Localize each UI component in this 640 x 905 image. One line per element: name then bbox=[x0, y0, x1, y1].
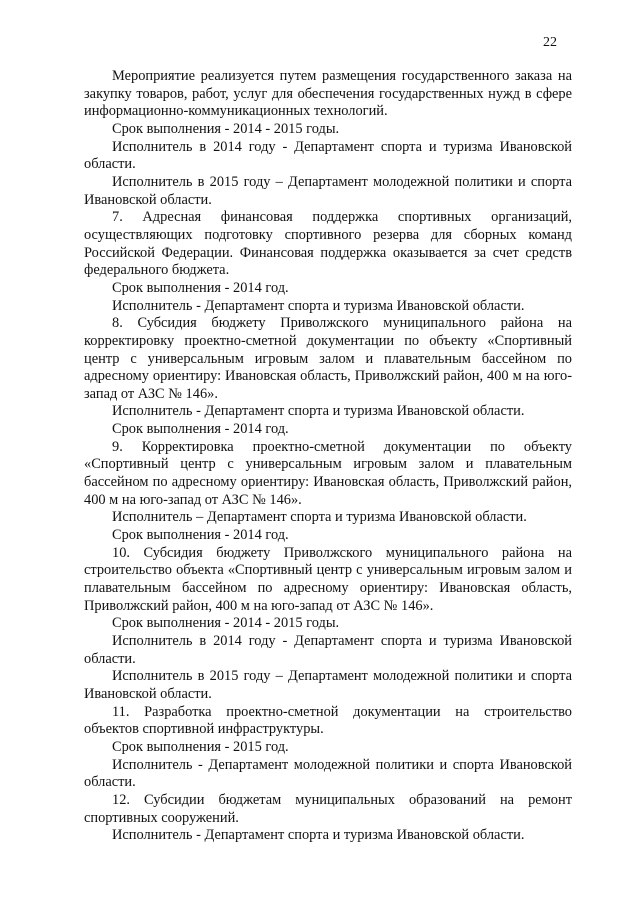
paragraph-item-7: 7. Адресная финансовая поддержка спортивных организаций, осуществляющих подготовку спортивного резерва для сборных команд Российской Федерации. Финансовая поддержка оказывается за счет средств федерального бюджета. bbox=[84, 209, 572, 279]
paragraph-item-11: 11. Разработка проектно-сметной документации на строительство объектов спортивной инфраструктуры. bbox=[84, 703, 572, 738]
paragraph-executor: Исполнитель - Департамент спорта и туризма Ивановской области. bbox=[112, 827, 525, 844]
paragraph-executor: Исполнитель - Департамент молодежной политики и спорта Ивановской области. bbox=[84, 756, 572, 791]
paragraph-deadline: Срок выполнения - 2015 год. bbox=[112, 738, 289, 755]
paragraph-deadline: Срок выполнения - 2014 год. bbox=[112, 421, 289, 438]
paragraph-item-9: 9. Корректировка проектно-сметной документации по объекту «Спортивный центр с универсальным игровым залом и плавательным бассейном по адресному ориентиру: Ивановская область, Приволжский район, 400 м на юго-запад от АЗС № 146». bbox=[84, 438, 572, 508]
paragraph-executor: Исполнитель в 2015 году – Департамент молодежной политики и спорта Ивановской области. bbox=[84, 668, 572, 702]
paragraph-executor: Исполнитель в 2014 году - Департамент спорта и туризма Ивановской области. bbox=[84, 138, 572, 173]
paragraph-executor: Исполнитель в 2014 году - Департамент спорта и туризма Ивановской области. bbox=[84, 633, 572, 667]
paragraph-executor: Исполнитель - Департамент спорта и туризма Ивановской области. bbox=[112, 297, 525, 314]
paragraph-item-8: 8. Субсидия бюджету Приволжского муниципального района на корректировку проектно-сметной документации по объекту «Спортивный центр с универсальным игровым залом и плавательным бассейном по адресному ориентиру: Ивановская область, Приволжский район, 400 м на юго-запад от АЗС № 146». bbox=[84, 315, 572, 402]
paragraph-executor: Исполнитель - Департамент спорта и туризма Ивановской области. bbox=[112, 403, 525, 420]
paragraph-executor: Исполнитель – Департамент спорта и туризма Ивановской области. bbox=[112, 509, 527, 526]
paragraph-deadline: Срок выполнения - 2014 год. bbox=[112, 279, 289, 296]
paragraph-item-12: 12. Субсидии бюджетам муниципальных образований на ремонт спортивных сооружений. bbox=[84, 791, 572, 826]
paragraph-intro: Мероприятие реализуется путем размещения государственного заказа на закупку товаров, работ, услуг для обеспечения государственных нужд в сфере информационно-коммуникационных технологий. bbox=[84, 68, 572, 120]
document-body bbox=[84, 68, 572, 845]
paragraph-executor: Исполнитель в 2015 году – Департамент молодежной политики и спорта Ивановской области. bbox=[84, 173, 572, 208]
paragraph-item-10: 10. Субсидия бюджету Приволжского муниципального района на строительство объекта «Спортивный центр с универсальным игровым залом и плавательным бассейном по адресному ориентиру: Ивановская область, Приволжский район, 400 м на юго-запад от АЗС № 146». bbox=[84, 544, 572, 614]
paragraph-deadline: Срок выполнения - 2014 - 2015 годы. bbox=[112, 615, 340, 632]
page-number: 22 bbox=[543, 35, 557, 50]
paragraph-deadline: Срок выполнения - 2014 - 2015 годы. bbox=[112, 120, 340, 137]
paragraph-deadline: Срок выполнения - 2014 год. bbox=[112, 527, 289, 544]
